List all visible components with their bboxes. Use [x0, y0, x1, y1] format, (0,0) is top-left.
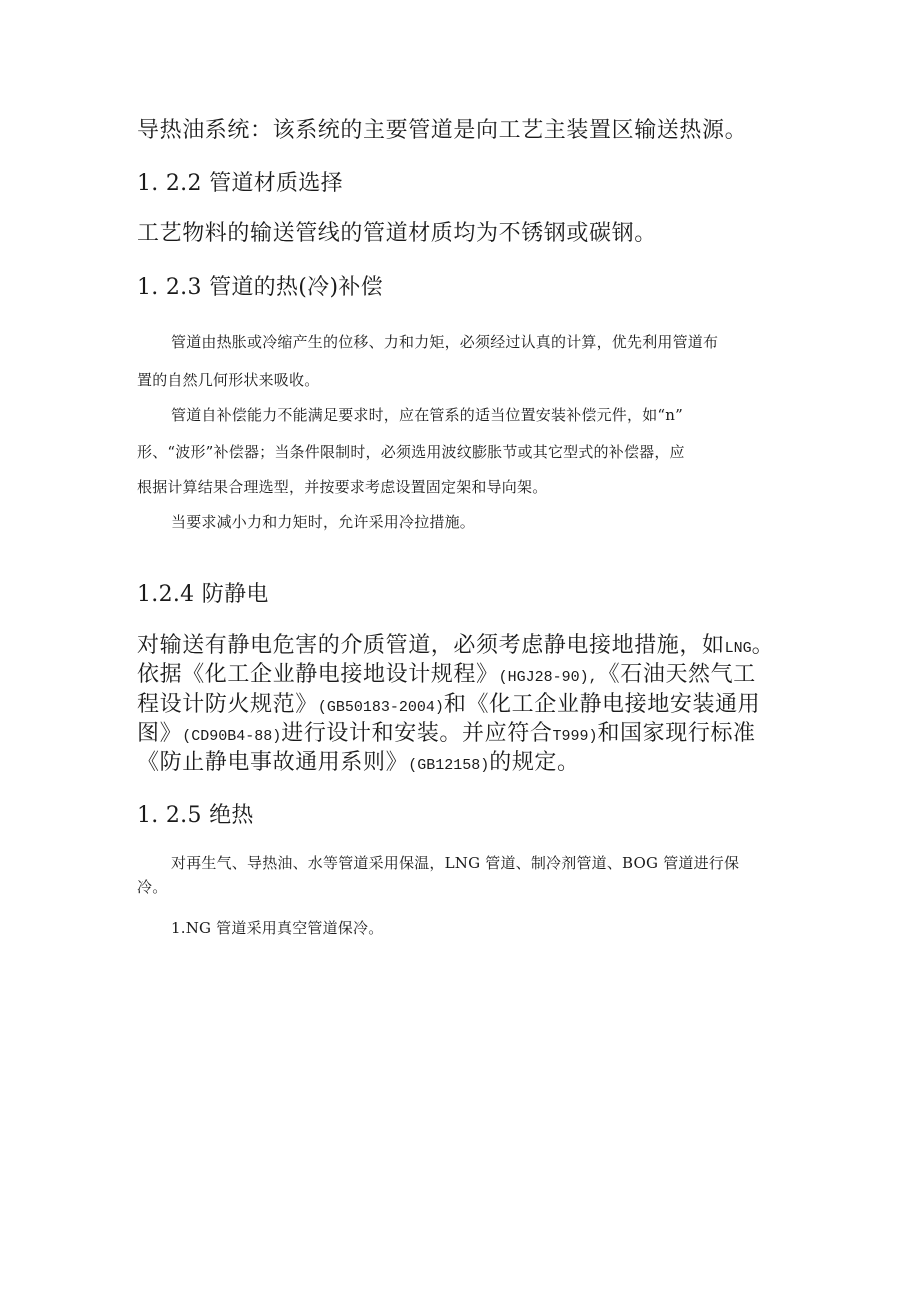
antistatic-line-3-text-b: 和《化工企业静电接地安装通用: [443, 692, 761, 717]
insulation-paragraph-1-line-1: 对再生气、导热油、水等管道采用保温，LNG 管道、制冷剂管道、BOG 管道进行保: [171, 854, 740, 872]
gb12158-standard-reference: (GB12158): [408, 757, 490, 774]
insulation-paragraph-1-line-2: 冷。: [137, 878, 168, 896]
antistatic-line-5: [137, 745, 580, 776]
antistatic-line-4-text-b: 进行设计和安装。并应符合: [281, 721, 553, 746]
antistatic-line-1-text-a: 对输送有静电危害的介质管道，必须考虑静电接地措施，如: [137, 633, 725, 658]
antistatic-line-4: [137, 716, 756, 747]
compensation-paragraph-2-line-1: 管道自补偿能力不能满足要求时，应在管系的适当位置安装补偿元件，如“n”: [171, 406, 684, 424]
cd90b4-standard-reference: (CD90B4-88): [182, 728, 282, 745]
antistatic-line-2-text-a: 依据《化工企业静电接地设计规程》: [137, 662, 499, 687]
t999-reference: T999): [552, 728, 598, 745]
section-heading-1-2-3: 1. 2.3 管道的热(冷)补偿: [137, 275, 383, 300]
section-heading-1-2-5: 1. 2.5 绝热: [137, 803, 254, 828]
section-heading-1-2-2: 1. 2.2 管道材质选择: [137, 171, 343, 196]
antistatic-line-2-text-b: 《石油天然气工: [597, 662, 756, 687]
antistatic-line-4-text-c: 和国家现行标准: [597, 721, 756, 746]
compensation-paragraph-2-line-3: 根据计算结果合理选型，并按要求考虑设置固定架和导向架。: [137, 478, 548, 496]
compensation-paragraph-2-line-2: 形、“波形”补偿器；当条件限制时，必须选用波纹膨胀节或其它型式的补偿器，应: [137, 443, 685, 461]
antistatic-line-1: [137, 628, 774, 659]
gb50183-standard-reference: (GB50183-2004): [317, 699, 444, 716]
antistatic-line-5-text-a: 《防止静电事故通用系则》: [137, 750, 409, 775]
compensation-paragraph-1-line-1: 管道由热胀或冷缩产生的位移、力和力矩，必须经过认真的计算，优先利用管道布: [171, 333, 719, 351]
material-paragraph: 工艺物料的输送管线的管道材质均为不锈钢或碳钢。: [137, 221, 657, 246]
antistatic-line-2: [137, 657, 756, 688]
compensation-paragraph-3: 当要求减小力和力矩时，允许采用冷拉措施。: [171, 513, 476, 531]
lng-reference: LNG: [724, 640, 752, 657]
antistatic-line-3-text-a: 程设计防火规范》: [137, 692, 318, 717]
hgj-standard-reference: (HGJ28-90),: [498, 669, 598, 686]
antistatic-line-5-text-b: 的规定。: [489, 750, 580, 775]
compensation-paragraph-1-line-2: 置的自然几何形状来吸收。: [137, 371, 320, 389]
antistatic-line-3: [137, 687, 760, 718]
intro-paragraph: 导热油系统：该系统的主要管道是向工艺主装置区输送热源。: [137, 118, 748, 143]
section-heading-1-2-4: 1.2.4 防静电: [137, 582, 269, 607]
antistatic-line-4-text-a: 图》: [137, 721, 183, 746]
insulation-paragraph-2: 1.NG 管道采用真空管道保冷。: [171, 919, 384, 937]
antistatic-line-1-text-b: 。: [751, 633, 775, 658]
